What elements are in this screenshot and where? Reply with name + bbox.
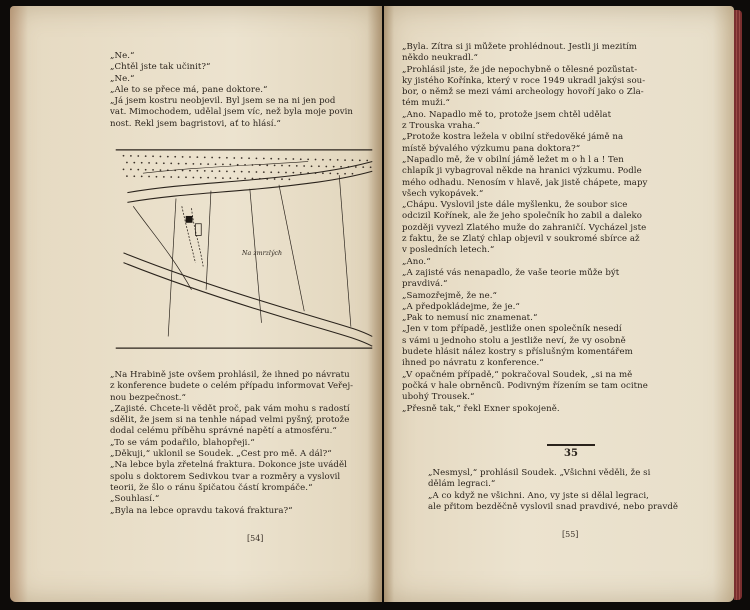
map-dot xyxy=(370,166,372,168)
map-dot xyxy=(266,164,268,166)
text-line: „Chtěl jste tak učinit?“ xyxy=(110,62,211,73)
text-line: někdo neukradl.“ xyxy=(402,53,479,64)
right-page-number: [55] xyxy=(562,530,579,539)
map-dot xyxy=(226,170,228,172)
text-line: „Protože kostra ležela v obilní středověké jámě na xyxy=(402,132,624,143)
map-dot xyxy=(303,165,305,167)
map-dot xyxy=(256,157,258,159)
text-line: mého odhadu. Nenosím v hlavě, jak jistě chápete, mapy xyxy=(402,177,648,188)
chapter-divider-rule xyxy=(547,444,595,446)
map-dot xyxy=(285,172,287,174)
map-dot xyxy=(145,155,147,157)
map-dot xyxy=(185,176,187,178)
map-dot xyxy=(137,155,139,157)
map-dot xyxy=(296,165,298,167)
text-line: „Ne.“ xyxy=(110,73,135,84)
text-line: „Děkuji,“ uklonil se Soudek. „Čest pro mě. A dál?“ xyxy=(110,449,332,460)
map-dot xyxy=(359,160,361,162)
text-line: ky jistého Kořínka, který v roce 1949 ukradl jakýsi sou- xyxy=(402,75,646,86)
map-dot xyxy=(340,166,342,168)
text-line: z faktu, že se Zlatý chlap objevil v soukromé sbírce až xyxy=(402,234,640,245)
map-dot xyxy=(226,157,228,159)
left-page-text-bottom xyxy=(110,370,378,517)
map-dot xyxy=(145,169,147,171)
text-line: „Souhlasí.“ xyxy=(110,494,160,505)
map-dot xyxy=(362,166,364,168)
map-dot xyxy=(170,176,172,178)
text-line: „Byla na lebce opravdu taková fraktura?“ xyxy=(110,505,293,516)
text-line: odcizil Kořínek, ale že jeho společník ho zabil a daleko xyxy=(402,211,643,222)
right-page-text-top xyxy=(402,42,712,415)
map-dot xyxy=(160,169,162,171)
text-line: dělám legraci.“ xyxy=(428,479,496,490)
map-dot xyxy=(193,177,195,179)
text-line: později vyvezl Zlatého muže do zahraničí. Vycházel jste xyxy=(402,222,647,233)
text-line: „Chápu. Vyslovil jste dále myšlenku, že soubor sice xyxy=(402,200,628,211)
map-dot xyxy=(325,166,327,168)
text-line: „A zajisté vás nenapadlo, že vaše teorie může být xyxy=(402,267,620,278)
map-dot xyxy=(133,175,135,177)
map-dot xyxy=(344,173,346,175)
site-map-illustration xyxy=(110,146,378,352)
text-line: všech vykopávek.“ xyxy=(402,188,484,199)
map-dot xyxy=(248,171,250,173)
map-dot xyxy=(281,178,283,180)
map-dot xyxy=(318,165,320,167)
map-dot xyxy=(248,157,250,159)
map-dot xyxy=(222,163,224,165)
map-dot xyxy=(200,177,202,179)
map-dot xyxy=(329,159,331,161)
map-dot xyxy=(215,163,217,165)
text-line: „Napadlo mě, že v obilní jámě ležet m o h l a ! Ten xyxy=(402,154,624,165)
map-dot xyxy=(152,155,154,157)
map-dot xyxy=(189,156,191,158)
text-line: „A co když ne všichni. Ano, vy jste si dělal legraci, xyxy=(428,490,649,501)
text-line: budete hlásit nález kostry s příslušným komentářem xyxy=(402,347,633,358)
map-dot xyxy=(152,169,154,171)
map-dot xyxy=(366,160,368,162)
map-dot xyxy=(185,163,187,165)
map-dot xyxy=(222,177,224,179)
text-line: „Pak to nemusí nic znamenat.“ xyxy=(402,313,538,324)
text-line: „To se vám podařilo, blahopřeji.“ xyxy=(110,437,255,448)
map-dot xyxy=(170,163,172,165)
map-dot xyxy=(344,159,346,161)
text-line: „Nesmysl,“ prohlásil Soudek. „Všichni věděli, že si xyxy=(428,468,651,478)
map-dot xyxy=(130,169,132,171)
map-dot xyxy=(300,172,302,174)
map-dot xyxy=(126,175,128,177)
map-dot xyxy=(337,173,339,175)
map-dot xyxy=(322,172,324,174)
text-line: vat. Mimochodem, udělal jsem víc, než byla moje povin xyxy=(110,107,353,118)
map-dot xyxy=(204,170,206,172)
map-dot xyxy=(141,162,143,164)
map-dot xyxy=(167,156,169,158)
text-line: sdělit, že jsem si na tenhle nápad velmi pyšný, protože xyxy=(110,415,350,426)
left-page-number: [54] xyxy=(247,534,264,543)
text-line: teorii, že šlo o ránu špičatou částí krompáče.“ xyxy=(110,482,313,493)
map-dot xyxy=(148,162,150,164)
map-dot xyxy=(156,162,158,164)
text-line: „Na Hrabině jste ovšem prohlásil, že ihned po návratu xyxy=(110,370,350,380)
map-dot xyxy=(256,171,258,173)
map-dot xyxy=(237,164,239,166)
map-dot xyxy=(141,176,143,178)
map-dot xyxy=(229,177,231,179)
map-dot xyxy=(333,166,335,168)
map-dot xyxy=(123,168,125,170)
map-dot xyxy=(237,177,239,179)
map-dot xyxy=(182,170,184,172)
map-dot xyxy=(274,178,276,180)
text-line: „Ano.“ xyxy=(402,256,431,267)
map-dot xyxy=(270,171,272,173)
text-line: z Trouska vraha.“ xyxy=(402,121,481,132)
text-line: spolu s doktorem Šedivkou tvar a rozměry a vyslovil xyxy=(110,471,341,482)
text-line: chlapík ji vybagroval někde na hranici výzkumu. Podle xyxy=(402,166,642,177)
map-dot xyxy=(211,170,213,172)
map-dot xyxy=(189,170,191,172)
map-dot xyxy=(196,170,198,172)
map-dot xyxy=(270,158,272,160)
map-dot xyxy=(148,176,150,178)
text-line: tém muži.“ xyxy=(402,98,451,109)
map-dot xyxy=(322,159,324,161)
text-line: „Samozřejmě, že ne.“ xyxy=(402,290,497,301)
text-line: ale přitom bezděčně vyslovil snad pravdivé, nebo pravdě xyxy=(428,501,679,512)
map-dot xyxy=(311,165,313,167)
map-dot xyxy=(274,165,276,167)
map-dot xyxy=(329,173,331,175)
map-dot xyxy=(285,158,287,160)
map-dot xyxy=(278,171,280,173)
map-dot xyxy=(233,171,235,173)
map-dot xyxy=(315,159,317,161)
map-dot xyxy=(307,159,309,161)
text-line: pravdivá.“ xyxy=(402,279,448,290)
text-line: s vámi u jednoho stolu a jestliže neví, že vy osobně xyxy=(402,335,626,346)
map-dot xyxy=(126,162,128,164)
text-line: bor, o němž se mezi vámi archeology hovoří jako o Zla- xyxy=(402,87,644,98)
map-dot xyxy=(219,157,221,159)
map-dot xyxy=(123,155,125,157)
text-line: nost. Řekl jsem bagristovi, ať to hlásí.“ xyxy=(110,118,281,129)
map-dot xyxy=(207,177,209,179)
map-dot xyxy=(215,177,217,179)
text-line: „A předpokládejme, že je.“ xyxy=(402,301,520,312)
map-dot xyxy=(207,163,209,165)
map-dot xyxy=(292,158,294,160)
text-line: „Byla. Zítra si ji můžete prohlédnout. Jestli ji mezitím xyxy=(402,42,637,52)
map-dot xyxy=(229,164,231,166)
map-dot xyxy=(219,170,221,172)
text-line: ubohý Trousek.“ xyxy=(402,392,475,403)
map-dot xyxy=(292,172,294,174)
map-dot xyxy=(156,176,158,178)
map-dot xyxy=(160,156,162,158)
map-dot xyxy=(193,163,195,165)
text-line: ihned po návratu z konference.“ xyxy=(402,358,544,369)
map-dot xyxy=(244,178,246,180)
map-dot xyxy=(200,163,202,165)
left-page-text-top xyxy=(110,51,378,130)
map-dot xyxy=(263,158,265,160)
map-dot xyxy=(300,158,302,160)
text-line: „Prohlásil jste, že jde nepochybně o tělesné pozůstat- xyxy=(402,64,638,75)
left-page xyxy=(10,6,382,602)
text-line: počká v hale obrněnců. Podivným řízením se tam ocitne xyxy=(402,380,648,391)
right-page-text-bottom xyxy=(428,468,728,513)
map-dot xyxy=(204,156,206,158)
map-dot xyxy=(178,163,180,165)
map-dot xyxy=(233,157,235,159)
map-dot xyxy=(289,178,291,180)
map-dot xyxy=(211,157,213,159)
map-dot xyxy=(241,171,243,173)
text-line: „Ne.“ xyxy=(110,51,135,61)
text-line: „Já jsem kostru neobjevil. Byl jsem se na ni jen pod xyxy=(110,96,336,107)
map-dot xyxy=(352,173,354,175)
map-dot xyxy=(130,155,132,157)
map-dot xyxy=(289,165,291,167)
map-dot xyxy=(241,157,243,159)
map-dot xyxy=(263,171,265,173)
map-dot xyxy=(182,156,184,158)
text-line: „V opačném případě,“ pokračoval Soudek, „si na mě xyxy=(402,369,633,380)
map-label-field: Na zmrzlých xyxy=(242,249,283,257)
map-dot xyxy=(137,169,139,171)
chapter-number: 35 xyxy=(564,448,578,459)
map-dot xyxy=(278,158,280,160)
map-dot xyxy=(178,176,180,178)
text-line: „Zajisté. Chcete-li vědět proč, pak vám mohu s radostí xyxy=(110,403,350,414)
text-line: „Přesně tak,“ řekl Exner spokojeně. xyxy=(402,403,560,414)
map-dot xyxy=(355,166,357,168)
map-dot xyxy=(196,156,198,158)
text-line: dodal celému příběhu správné napětí a atmosféru.“ xyxy=(110,426,337,437)
map-dot xyxy=(352,159,354,161)
map-dot xyxy=(174,156,176,158)
book-spread xyxy=(10,6,742,604)
text-line: nou bezpečnost.“ xyxy=(110,392,186,403)
text-line: „Ale to se přece má, pane doktore.“ xyxy=(110,84,268,95)
map-dot xyxy=(163,162,165,164)
map-dot xyxy=(337,159,339,161)
text-line: místě bývalého výzkumu pana doktora?“ xyxy=(402,143,581,154)
map-dot xyxy=(163,176,165,178)
text-line: „Na lebce byla zřetelná fraktura. Dokonce jste uváděl xyxy=(110,460,347,471)
text-line: z konference budete o celém případu informovat Veřej- xyxy=(110,381,354,392)
book-page-edges xyxy=(734,10,742,600)
text-line: „Ano. Napadlo mě to, protože jsem chtěl udělat xyxy=(402,109,612,120)
map-dot xyxy=(133,162,135,164)
text-line: v posledních letech.“ xyxy=(402,245,495,256)
map-dot xyxy=(281,165,283,167)
text-line: „Jen v tom případě, jestliže onen společník nesedí xyxy=(402,324,622,335)
